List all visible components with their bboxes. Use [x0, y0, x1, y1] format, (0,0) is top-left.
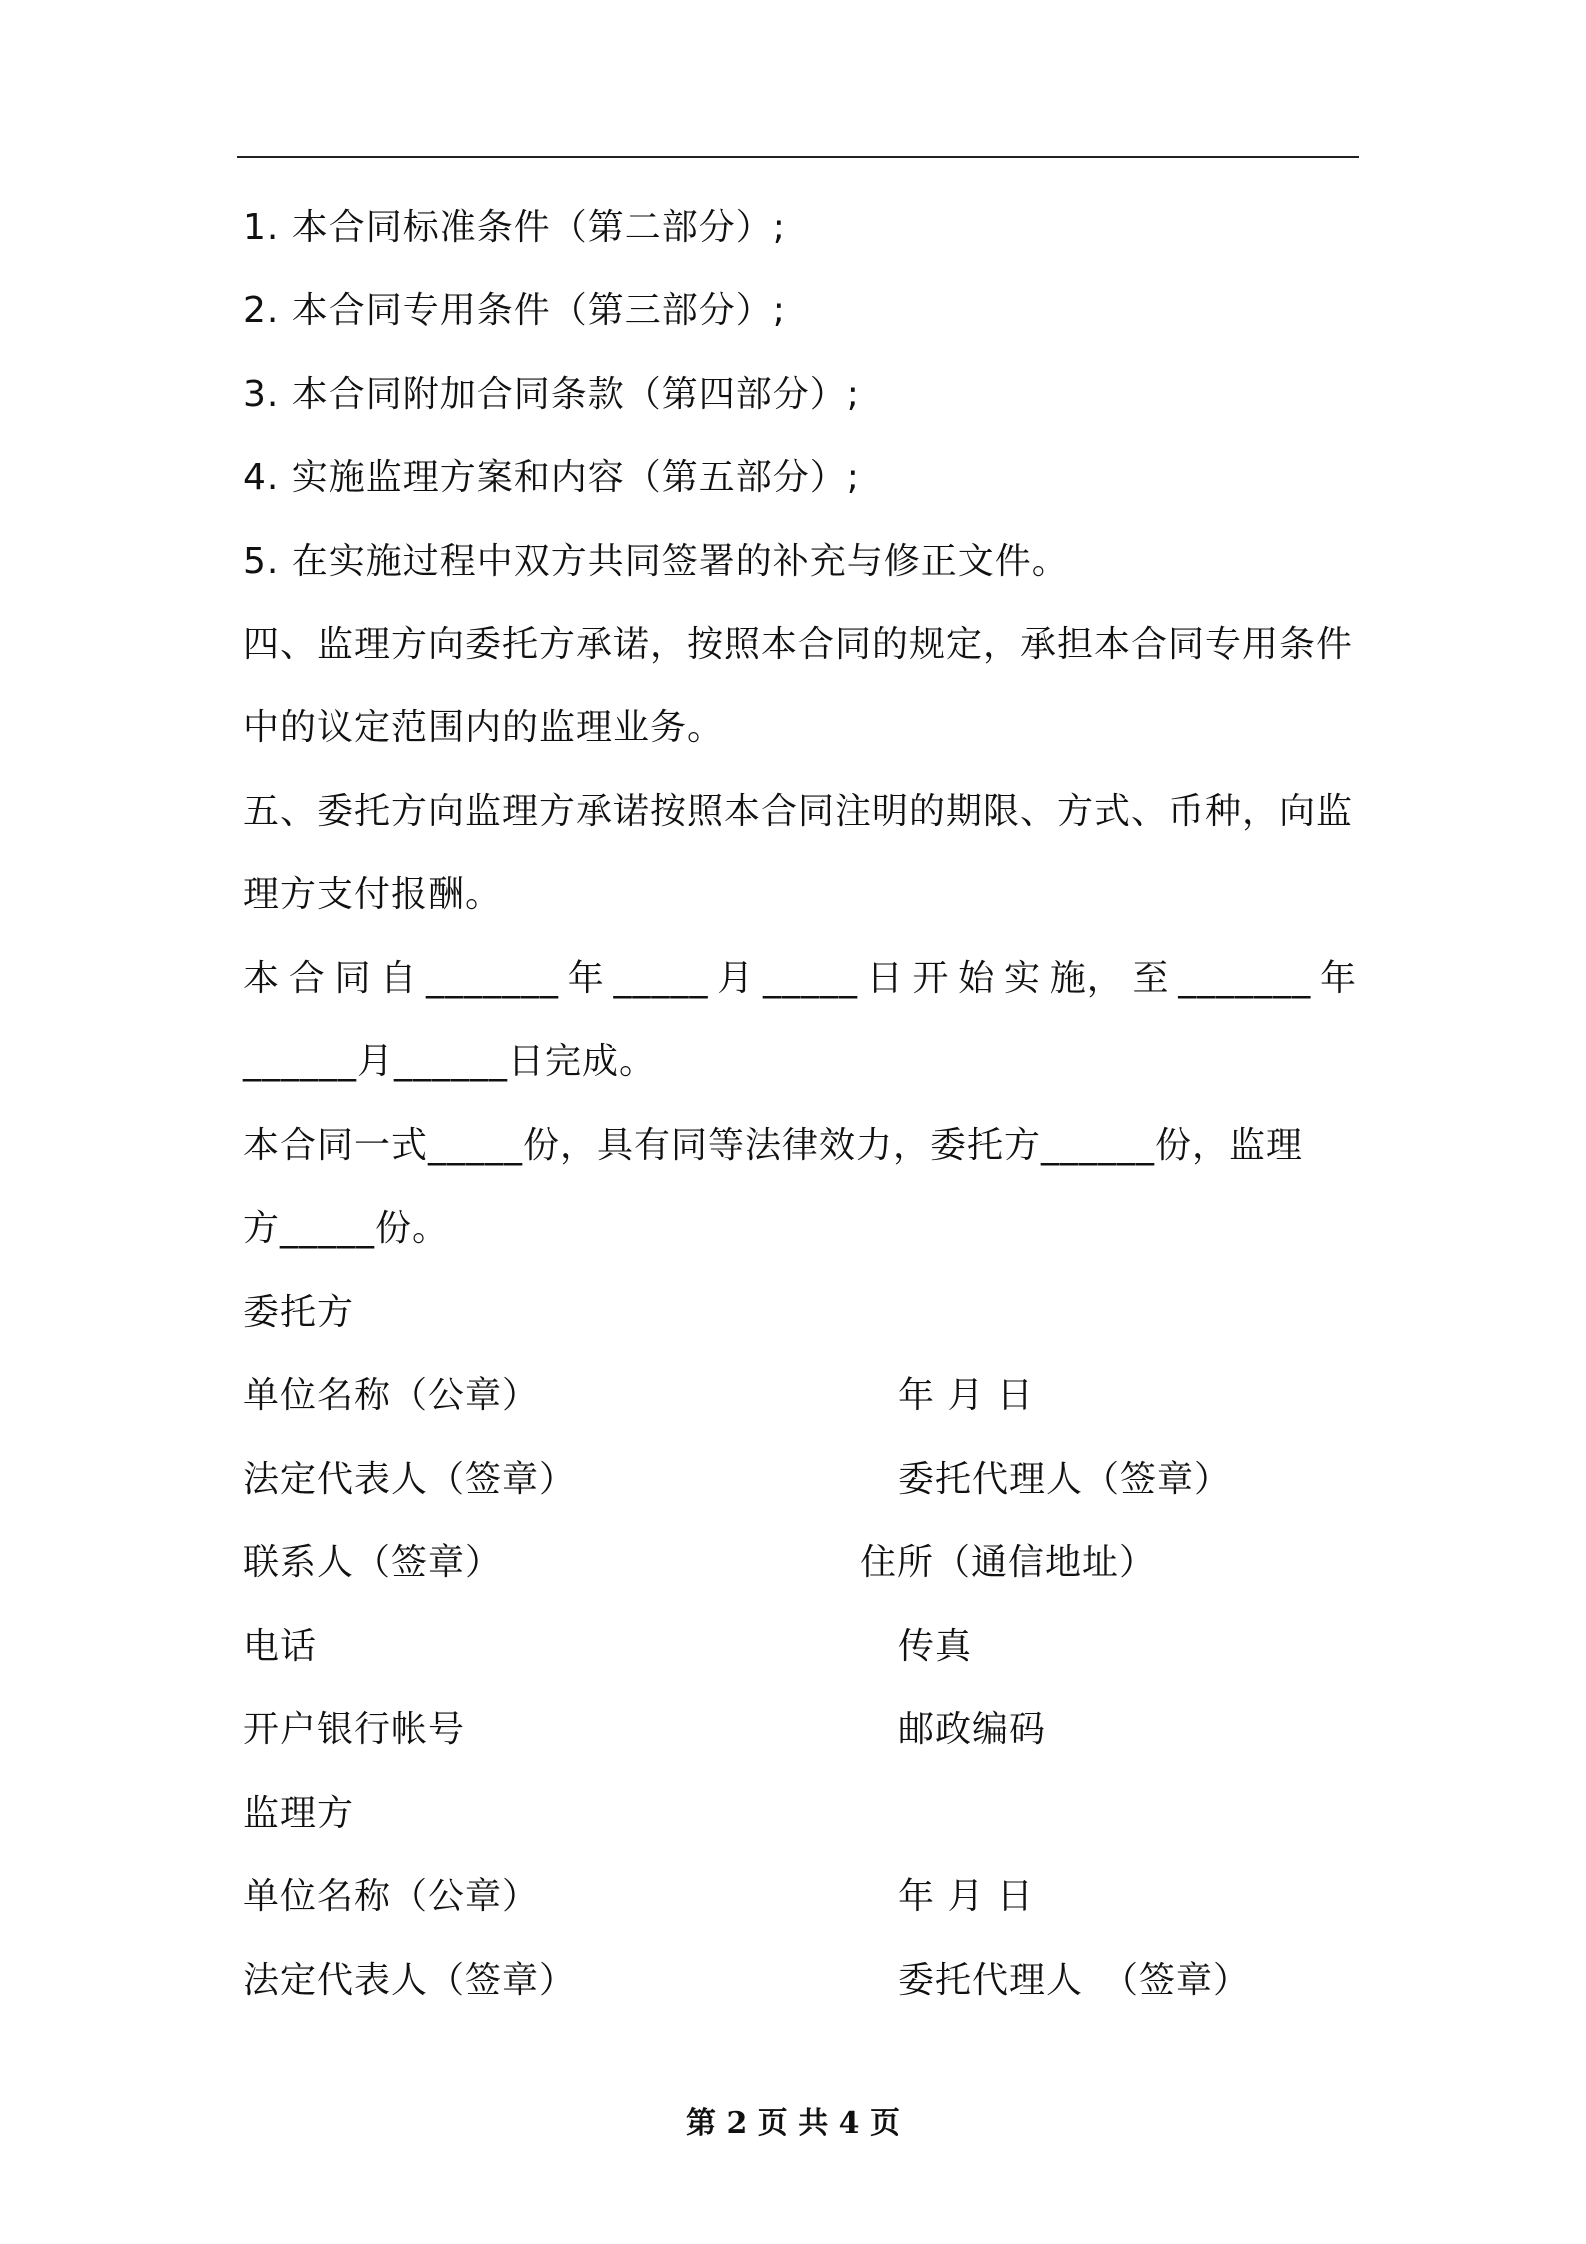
period-token: 自	[380, 958, 418, 999]
period-token: 始	[958, 958, 996, 999]
supervisor-agent: 委托代理人 （签章）	[898, 1960, 1251, 2001]
list-item: 1. 本合同标准条件（第二部分）;	[243, 207, 786, 248]
client-fax: 传真	[898, 1626, 973, 1667]
period-token: 开	[912, 958, 950, 999]
copies-line-2: 方_____份。	[243, 1208, 450, 1249]
paragraph-four-line-1: 四、监理方向委托方承诺，按照本合同的规定，承担本合同专用条件	[243, 624, 1354, 665]
period-token: 月	[717, 958, 755, 999]
period-token: _______	[426, 958, 559, 999]
paragraph-five-line-2: 理方支付报酬。	[243, 874, 503, 915]
list-item: 5. 在实施过程中双方共同签署的补充与修正文件。	[243, 541, 1069, 582]
list-item: 4. 实施监理方案和内容（第五部分）;	[243, 457, 860, 498]
supervisor-date: 年 月 日	[898, 1876, 1034, 1917]
period-token: 施，	[1049, 958, 1124, 999]
page-footer: 第 2 页 共 4 页	[686, 2106, 900, 2141]
period-token: 本	[243, 958, 281, 999]
period-token: _____	[762, 958, 858, 999]
client-postcode: 邮政编码	[898, 1709, 1047, 1750]
supervisor-unit-name: 单位名称（公章）	[243, 1876, 540, 1917]
period-token: 合	[288, 958, 326, 999]
paragraph-five-line-1: 五、委托方向监理方承诺按照本合同注明的期限、方式、币种，向监	[243, 791, 1354, 832]
list-item: 2. 本合同专用条件（第三部分）;	[243, 290, 786, 331]
period-token: 年	[567, 958, 605, 999]
contract-period-line-2: ______月______日完成。	[243, 1041, 657, 1082]
period-token: 至	[1132, 958, 1170, 999]
period-token: 同	[334, 958, 372, 999]
client-unit-name: 单位名称（公章）	[243, 1375, 540, 1416]
client-bank: 开户银行帐号	[243, 1709, 466, 1750]
contract-period-line-1	[243, 957, 1357, 1001]
client-address: 住所（通信地址）	[860, 1542, 1157, 1583]
period-token: _____	[613, 958, 709, 999]
list-item: 3. 本合同附加合同条款（第四部分）;	[243, 374, 860, 415]
period-token: _______	[1178, 958, 1312, 999]
client-legal-rep: 法定代表人（签章）	[243, 1459, 577, 1500]
paragraph-four-line-2: 中的议定范围内的监理业务。	[243, 707, 725, 748]
period-token: 年	[1319, 958, 1357, 999]
period-token: 实	[1003, 958, 1041, 999]
client-agent: 委托代理人（签章）	[898, 1459, 1232, 1500]
client-contact: 联系人（签章）	[243, 1542, 503, 1583]
period-token: 日	[866, 958, 904, 999]
supervisor-legal-rep: 法定代表人（签章）	[243, 1960, 577, 2001]
client-phone: 电话	[243, 1626, 318, 1667]
header-rule	[237, 156, 1359, 158]
client-date: 年 月 日	[898, 1375, 1034, 1416]
supervisor-heading: 监理方	[243, 1793, 355, 1834]
client-heading: 委托方	[243, 1292, 355, 1333]
copies-line-1: 本合同一式_____份，具有同等法律效力，委托方______份，监理	[243, 1125, 1304, 1166]
